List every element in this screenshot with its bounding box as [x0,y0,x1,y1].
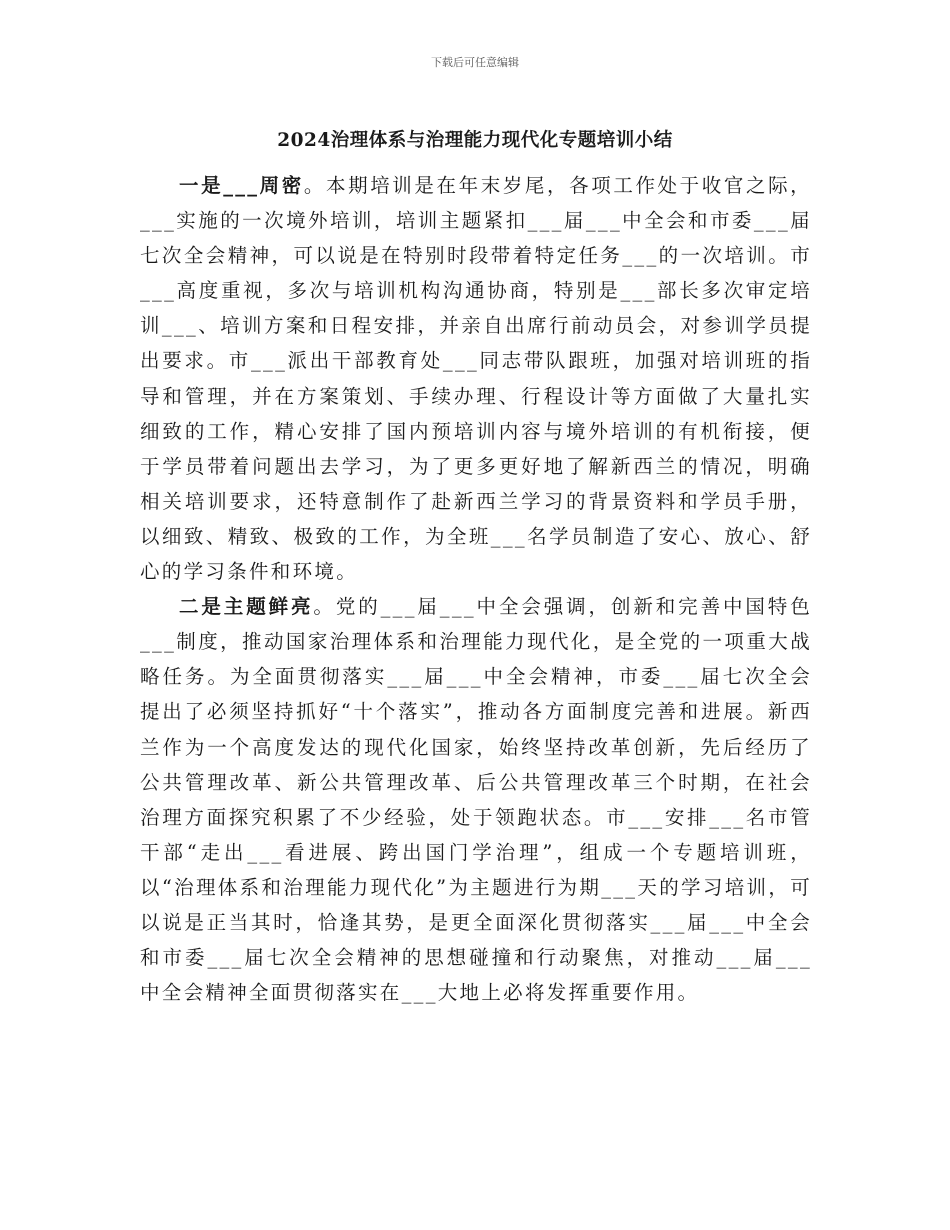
paragraph-lead: 一是___周密 [179,174,304,197]
paragraph-2 [140,589,812,1010]
header-note: 下载后可任意编辑 [431,56,519,69]
paragraph-1 [140,168,812,589]
document-body [140,168,812,1010]
paragraph-text: 。党的___届___中全会强调，创新和完善中国特色___制度，推动国家治理体系和治理能力现代化，是全党的一项重大战略任务。为全面贯彻落实___届___中全会精神，市委___届七次全会提出了必须坚持抓好“十个落实”，推动各方面制度完善和进展。新西兰作为一个高度发达的现代化国家，始终坚持改革创新，先后经历了公共管理改革、新公共管理改革、后公共管理改革三个时期，在社会治理方面探究积累了不少经验，处于领跑状态。市___安排___名市管干部“走出___看进展、跨出国门学治理”，组成一个专题培训班，以“治理体系和治理能力现代化”为主题进行为期___天的学习培训，可以说是正当其时，恰逢其势，是更全面深化贯彻落实___届___中全会和市委___届七次全会精神的思想碰撞和行动聚焦，对推动___届___中全会精神全面贯彻落实在___大地上必将发挥重要作用。 [140,595,812,1005]
paragraph-text: 。本期培训是在年末岁尾，各项工作处于收官之际，___实施的一次境外培训，培训主题紧扣___届___中全会和市委___届七次全会精神，可以说是在特别时段带着特定任务___的一次培训。市___高度重视，多次与培训机构沟通协商，特别是___部长多次审定培训___、培训方案和日程安排，并亲自出席行前动员会，对参训学员提出要求。市___派出干部教育处___同志带队跟班，加强对培训班的指导和管理，并在方案策划、手续办理、行程设计等方面做了大量扎实细致的工作，精心安排了国内预培训内容与境外培训的有机衔接，便于学员带着问题出去学习，为了更多更好地了解新西兰的情况，明确相关培训要求，还特意制作了赴新西兰学习的背景资料和学员手册，以细致、精致、极致的工作，为全班___名学员制造了安心、放心、舒心的学习条件和环境。 [140,174,812,584]
document-title: 2024治理体系与治理能力现代化专题培训小结 [277,130,673,151]
paragraph-lead: 二是主题鲜亮 [179,595,314,619]
